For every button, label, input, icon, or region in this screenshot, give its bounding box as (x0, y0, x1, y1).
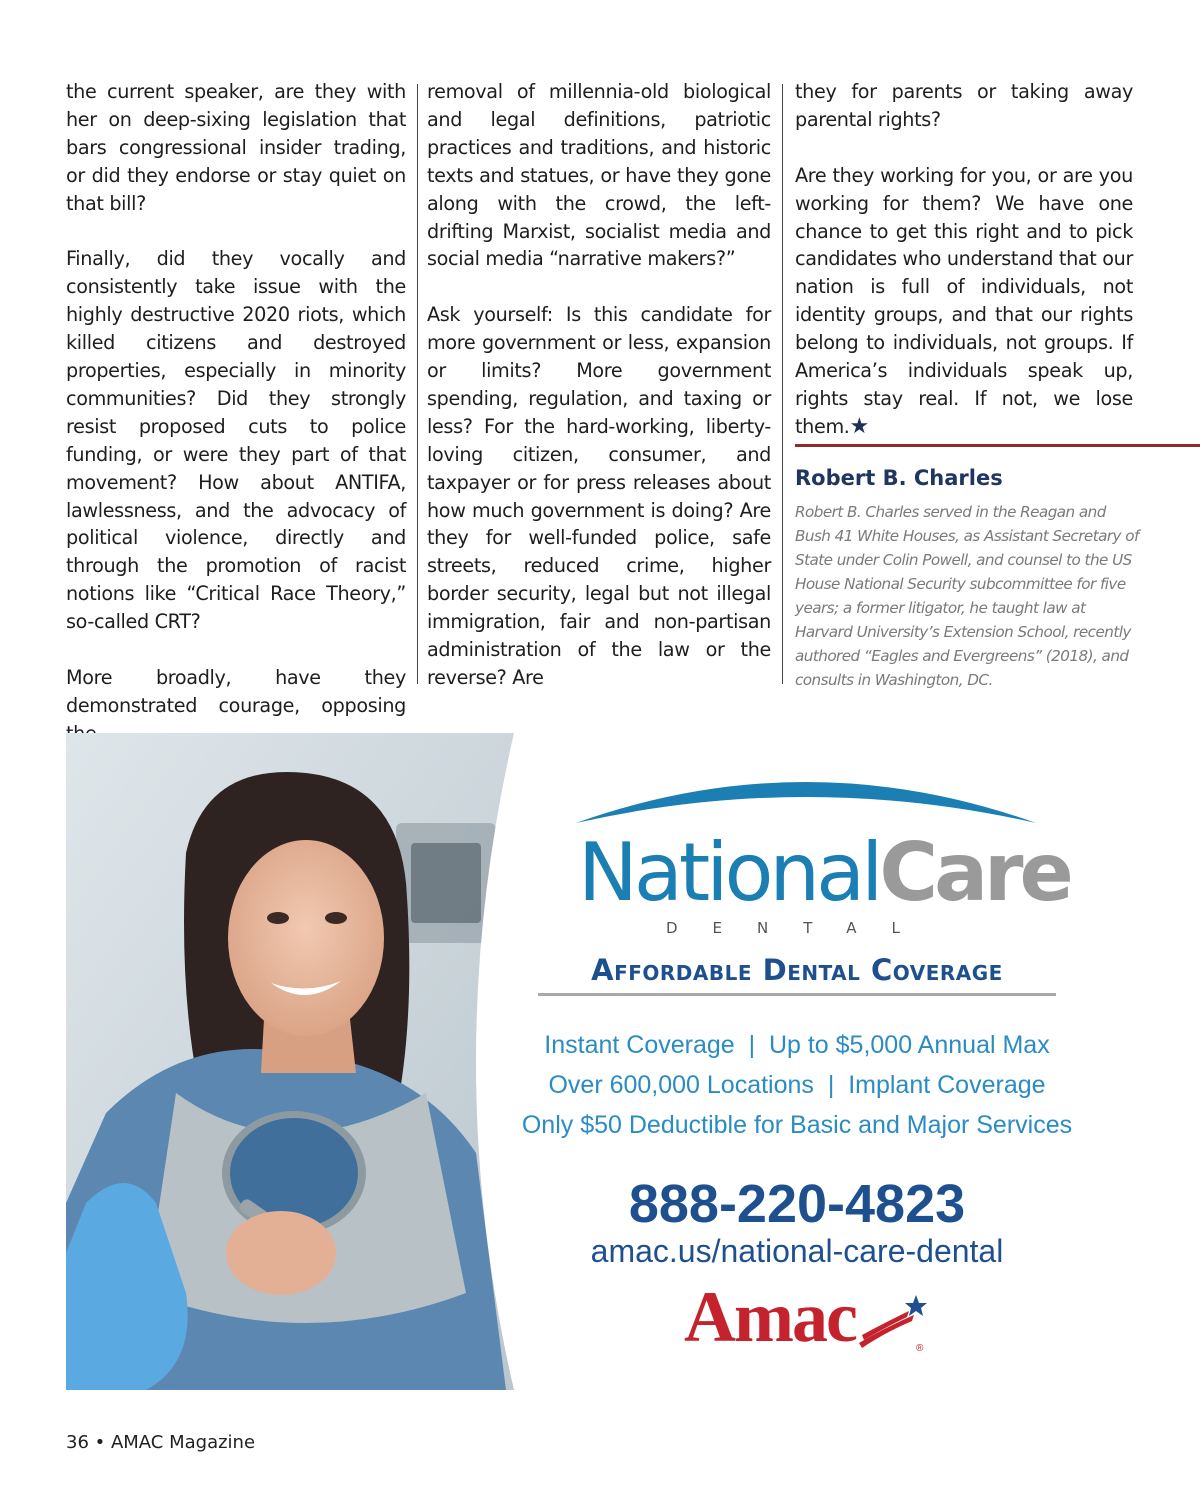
author-bio: Robert B. Charles served in the Reagan and Bush 41 White Houses, as Assistant Secretary of State under Colin Powell, and counsel to the US House National Security subcommittee for five years; a former litigator, he taught law at Harvard University’s Extension School, recently authored “Eagles and Evergreens” (2018), and consults in Washington, DC. (795, 503, 1139, 689)
bio-divider (795, 444, 1200, 447)
paragraph (795, 162, 1133, 441)
feature-line: Only $50 Deductible for Basic and Major Services (521, 1111, 1073, 1139)
dental-advertisement[interactable] (66, 733, 1134, 1390)
brand-care: Care (879, 826, 1070, 919)
brand-dental: DENTAL (666, 919, 935, 937)
feature-line: Instant Coverage | Up to $5,000 Annual Max (544, 1031, 1050, 1059)
paragraph: removal of millennia-old biological and legal definitions, patriotic practices and traditions, and historic texts and statues, or have they gone along with the crowd, the left-drifting Marxist, socialist media and social media “narrative makers?” (427, 80, 771, 271)
dentist-patient-photo (66, 733, 526, 1390)
feature-list (516, 1025, 1078, 1145)
column-divider (782, 84, 783, 684)
column-divider (417, 84, 418, 684)
paragraph: Ask yourself: Is this candidate for more government or less, expansion or limits? More government spending, regulation, and taxing or less? For the hard-working, liberty-loving citizen, consumer, and taxpayer or for press releases about how much government is doing? Are they for well-funded police, safe streets, reduced crime, higher border security, legal but not illegal immigration, fair and non-partisan administration of the law or the reverse? Are (427, 303, 771, 690)
paragraph: More broadly, have they demonstrated courage, opposing (66, 666, 406, 717)
brand-national: National (578, 826, 880, 919)
article-column-3 (795, 78, 1133, 441)
national-care-logo (578, 826, 1070, 919)
ad-url-link[interactable]: amac.us/national-care-dental (590, 1233, 1004, 1269)
ad-content (516, 733, 1134, 1390)
paragraph: they for parents or taking away parental rights? (795, 80, 1133, 131)
swoosh-arc-icon (571, 761, 1041, 831)
article-column-2 (427, 78, 771, 692)
paragraph-text: Are they working for you, or are you working for them? We have one chance to get this right and to pick candidates who understand that our nation is full of individuals, not identity groups, and that our rights belong to individuals, not groups. If America’s individuals speak up, rights stay real. If not, we lose them. (795, 163, 1133, 438)
amac-flag-star-icon (854, 1293, 934, 1353)
ad-headline: Affordable Dental Coverage (538, 953, 1056, 996)
star-icon: ★ (849, 413, 869, 439)
feature-line: Over 600,000 Locations | Implant Coverage (548, 1071, 1046, 1099)
page-footer: 36 • AMAC Magazine (66, 1432, 256, 1453)
amac-logo: Amac (684, 1277, 856, 1357)
registered-mark: ® (916, 1343, 924, 1353)
author-name: Robert B. Charles (795, 466, 1003, 490)
article-column-1 (66, 78, 406, 748)
phone-number[interactable]: 888-220-4823 (628, 1174, 966, 1234)
paragraph: Finally, did they vocally and consistently take issue with the highly destructive 2020 riots, which killed citizens and destroyed properties, especially in minority communities? Did they strongly resist proposed cuts to police funding, or were they part of that movement? How about ANTIFA, lawlessness, and the advocacy of political violence, directly and through the promotion of racist notions like “Critical Race Theory,” so-called CRT? (66, 247, 406, 634)
paragraph: the current speaker, are they with her on deep-sixing legislation that bars congressional insider trading, or did they endorse or stay quiet on that bill? (66, 80, 406, 215)
